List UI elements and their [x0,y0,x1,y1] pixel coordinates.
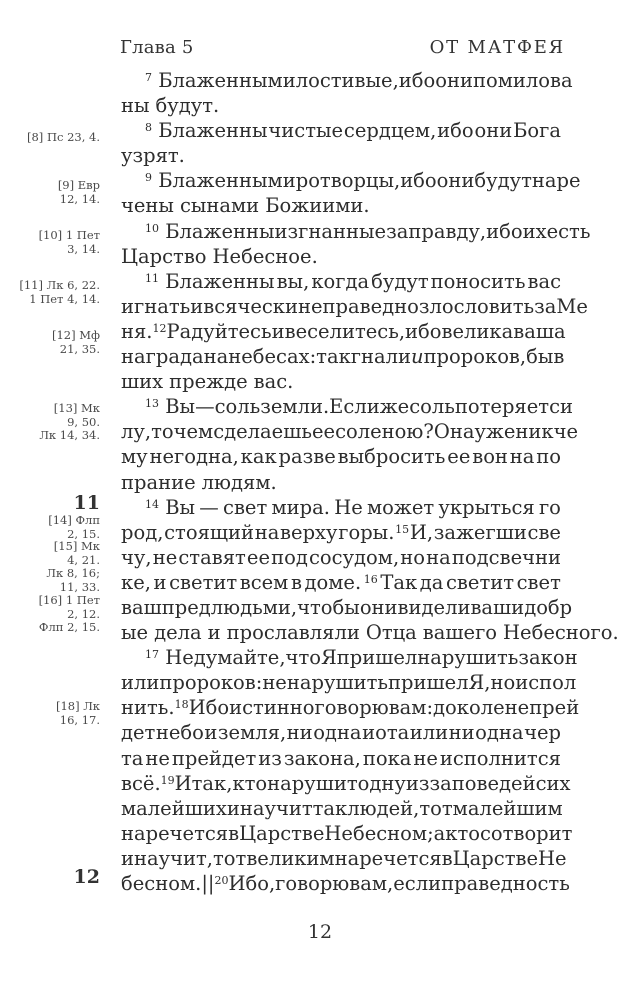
text-line: ые дела и прославляли Отца вашего Небесного. [121,621,619,645]
text-line: $^{17}$ Не думайте, что Я пришел нарушить закон [145,646,578,670]
text-line: ны будут. [121,94,220,118]
verse-number: 13 [145,397,159,411]
text-line: лу, то чем сделаешь ее соленою? Она уже ни к че [121,420,579,444]
text-line: чены сынами Божиими. [121,194,370,218]
verse-number: 12 [152,321,167,335]
text-line: награда на небесах: так гнали и пророков, быв [121,345,565,369]
text-line: и научит, тот великим наречется в Царстве Не [121,846,567,870]
text-line: ке, и светит всем в доме. $^{16}$ Так да светит свет [121,570,561,594]
text-line: дет небо и земля, ни одна иота или ни одна чер [121,721,561,745]
verse-number: 10 [145,221,159,235]
text-line: $^{10}$ Блаженны изгнанные за правду, ибо их есть [145,219,591,243]
text-line: ня. $^{12}$ Радуйтесь и веселитесь, ибо велика ваша [121,319,566,343]
verse-number: 14 [145,497,159,511]
book-title: ОТ МАТФЕЯ [429,37,565,58]
verse-number: 20 [214,874,229,887]
verse-number: 7 [145,71,152,84]
text-line: $^8$ Блаженны чистые сердцем, ибо они Бога [145,119,561,143]
text-line: му негодна, как разве выбросить ее вон на по [121,445,561,469]
verse-number: 15 [395,522,410,536]
page-number: 12 [307,921,333,943]
verse-text [121,68,619,896]
verse-number: 19 [160,773,175,787]
verse-number: 17 [145,648,159,662]
verse-number: 9 [145,171,152,185]
text-line: узрят. [121,144,185,168]
verse-number: 8 [145,121,152,135]
text-line: наречется в Царстве Небесном; а кто сотворит [121,821,573,845]
text-line: всё. $^{19}$ Итак, кто нарушит одну из заповедей сих [121,771,571,795]
margin-ref-8: [8] Пс 23, 4. [27,130,100,144]
margin-number-12: 12 [73,866,100,888]
text-line: $^9$ Блаженны миротворцы, ибо они будут наре [145,169,581,193]
text-line: или пророков: не нарушить пришел Я, но испол [121,671,577,695]
margin-ref-11: [11] Лк 6, 22. 1 Пет 4, 14. [19,278,100,306]
text-line: чу, не ставят ее под сосудом, но на подсвечни [121,545,561,569]
margin-ref-16: [16] 1 Пет 2, 12. Флп 2, 15. [38,593,100,634]
text-line: $^{11}$ Блаженны вы, когда будут поносить вас [145,269,561,293]
text-line: Царство Небесное. [121,244,318,268]
text-line: прание людям. [121,470,277,494]
text-line: малейших и научит так людей, тот малейшим [121,796,563,820]
margin-ref-14: [14] Флп 2, 15. [48,513,100,541]
text-line: род, стоящий на верху горы. $^{15}$ И, зажегши све [121,520,561,544]
margin-ref-13: [13] Мк 9, 50. Лк 14, 34. [39,401,100,442]
margin-number-11: 11 [73,492,100,514]
text-line: и гнать и всячески неправедно злословить за Ме [121,294,588,318]
margin-ref-18: [18] Лк 16, 17. [55,699,100,727]
margin-ref-12: [12] Мф 21, 35. [51,328,100,356]
text-line: $^7$ Блаженны милостивые, ибо они помилова [145,69,573,92]
margin-ref-10: [10] 1 Пет 3, 14. [38,228,100,256]
text-line: ваш пред людьми, чтобы они видели ваши добр [121,595,573,619]
verse-number: 11 [145,271,159,285]
margin-ref-15: [15] Мк 4, 21. Лк 8, 16; 11, 33. [46,539,100,594]
text-line: нить. $^{18}$ Ибо истинно говорю вам: доколе не прей [121,696,580,720]
text-line: та не прейдет из закона, пока не исполнится [121,746,561,770]
verse-number: 16 [363,572,378,586]
margin-ref-9: [9] Евр 12, 14. [57,178,100,206]
text-line: $^{13}$ Вы — соль земли. Если же соль потеряет си [145,395,573,419]
chapter-header: Глава 5 [120,37,194,58]
verse-number: 18 [174,698,189,712]
text-line: ших прежде вас. [121,370,294,394]
text-line: $^{14}$ Вы — свет мира. Не может укрыться го [145,495,561,519]
text-line: бесном. || $^{20}$ Ибо, говорю вам, если праведность [121,872,570,895]
